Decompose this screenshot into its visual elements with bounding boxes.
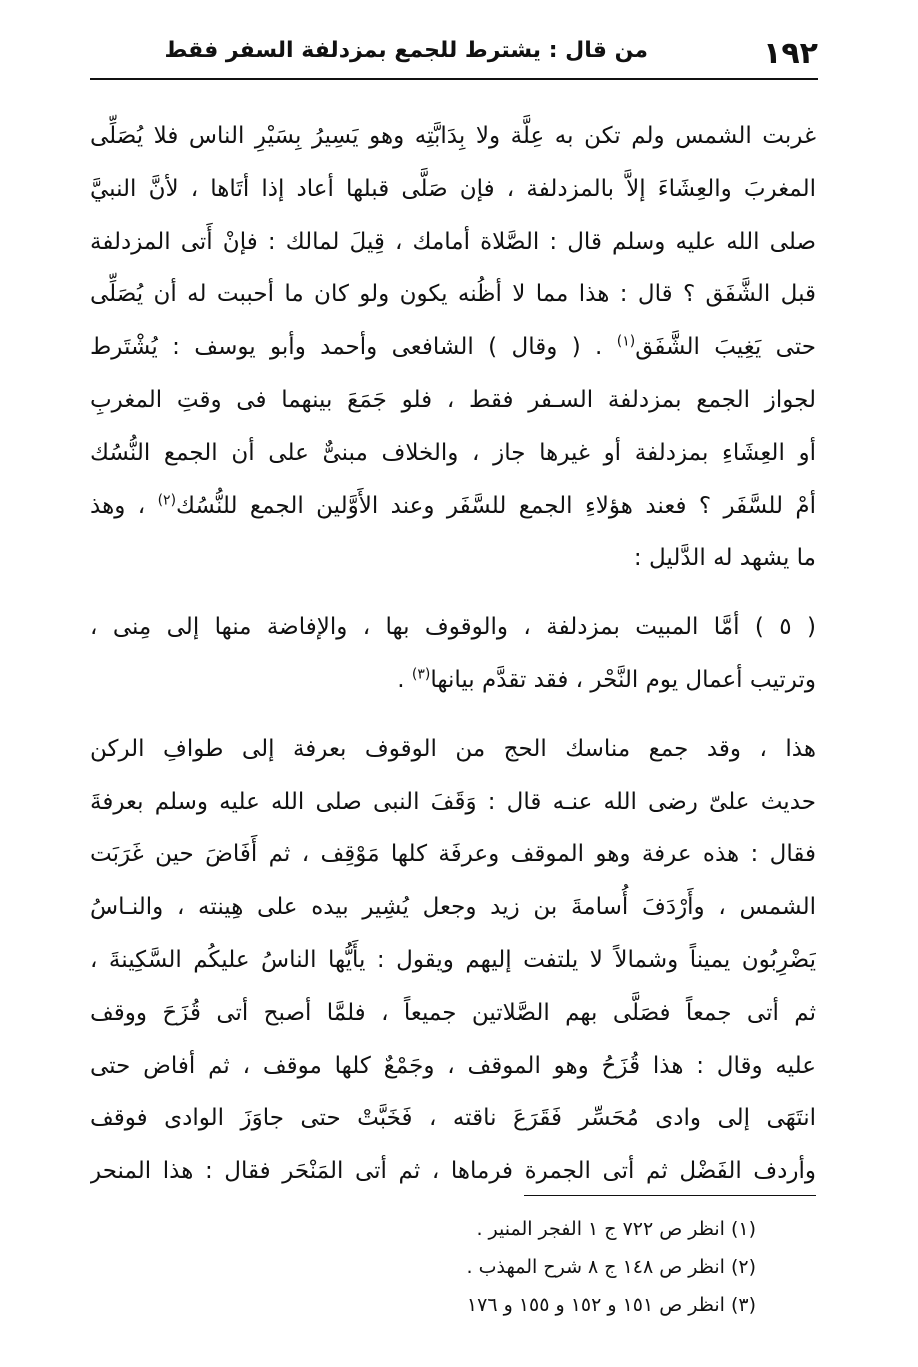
page-header [90, 30, 818, 74]
text-line: لجواز الجمع بمزدلفة السـفر فقط ، فلو جَمَعَ بينهما فى وقتِ المغربِ [90, 386, 816, 413]
text-line: هذا ، وقد جمع مناسك الحج من الوقوف بعرفة إلى طوافِ الركن [90, 735, 816, 762]
text-line: المغربَ والعِشَاءَ إلاَّ بالمزدلفة ، فإن صَلَّى قبلها أعاد إذا أتَاها ، لأنَّ النبيَّ [90, 175, 816, 202]
footnote-ref-1: (١) [616, 333, 636, 350]
text-line: أو العِشَاءِ بمزدلفة أو غيرها جاز ، والخلاف مبنىٌّ على أن الجمع النُّسُك [90, 439, 816, 466]
footnote-ref-2: (٢) [157, 491, 177, 508]
paragraph-3 [90, 723, 816, 1198]
text-line [90, 480, 816, 533]
footnotes [90, 1210, 756, 1324]
paragraph-gap [90, 707, 816, 723]
text-line [90, 321, 816, 374]
footnote-3: (٣) انظر ص ١٥١ و ١٥٢ و ١٥٥ و ١٧٦ [466, 1294, 756, 1316]
running-title: من قال : يشترط للجمع بمزدلفة السفر فقط [164, 38, 648, 63]
text-segment: وترتيب أعمال يوم النَّحْر ، فقد تقدَّم بيانها [430, 666, 816, 693]
text-line: ما يشهد له الدَّليل : [633, 545, 816, 572]
text-line: ( ٥ ) أمَّا المبيت بمزدلفة ، والوقوف بها ، والإفاضة منها إلى مِنى ، [90, 614, 816, 641]
header-divider [90, 78, 818, 80]
text-line: عليه وقال : هذا قُزَحُ وهو الموقف ، وجَمْعٌ كلها موقف ، ثم أفاض حتى [90, 1052, 816, 1079]
text-line: الشمس ، وأَرْدَفَ أُسامةَ بن زيد وجعل يُشِير بيده على هِينته ، والنـاسُ [90, 894, 816, 921]
footnote-ref-3: (٣) [411, 666, 431, 683]
text-segment: ، وهذ [90, 492, 158, 519]
text-line: غربت الشمس ولم تكن به عِلَّة ولا بِدَابَّتِه وهو يَسِيرُ بِسَيْرِ الناس فلا يُصَلِّى [90, 123, 816, 149]
footnote-divider [524, 1195, 816, 1196]
text-line: قبل الشَّفَق ؟ قال : هذا مما لا أظُنه يكون ولو كان ما أحببت له أن يُصَلِّى [90, 281, 816, 308]
main-text [90, 110, 816, 1198]
paragraph-1 [90, 110, 816, 585]
text-line: حديث علىّ رضى الله عنـه قال : وَقَفَ النبى صلى الله عليه وسلم بعرفةَ [90, 788, 816, 815]
text-line [90, 654, 816, 707]
text-segment: أمْ للسَّفَر ؟ فعند هؤلاءِ الجمع للسَّفَر وعند الأَوَّلين الجمع للنُّسُك [176, 492, 816, 519]
text-line: وأردف الفَضْل ثم أتى الجمرة فرماها ، ثم أتى المَنْحَر فقال : هذا المنحر [90, 1158, 816, 1185]
text-line: ثم أتى جمعاً فصَلَّى بهم الصَّلاتين جميعاً ، فلمَّا أصبح أتى قُزَحَ ووقف [90, 999, 816, 1026]
footnote-2: (٢) انظر ص ١٤٨ ج ٨ شرح المهذب . [466, 1256, 756, 1278]
text-line: صلى الله عليه وسلم قال : الصَّلاة أمامك ، قِيلَ لمالك : فإنْ أَتى المزدلفة [90, 228, 816, 255]
footnote-1: (١) انظر ص ٧٢٢ ج ١ الفجر المنير . [476, 1218, 756, 1240]
text-segment: حتى يَغِيبَ الشَّفَق [635, 334, 816, 361]
text-line: فقال : هذه عرفة وهو الموقف وعرفَة كلها مَوْقِف ، ثم أَفَاضَ حين غَرَبَت [90, 841, 816, 868]
text-segment: . ( وقال ) الشافعى وأحمد وأبو يوسف : يُشْتَرط [90, 334, 617, 361]
paragraph-2 [90, 601, 816, 707]
text-line: انتَهَى إلى وادى مُحَسِّر فَقَرَعَ ناقته ، فَخَبَّتْ حتى جاوَزَ الوادى فوقف [90, 1105, 816, 1132]
text-line: يَضْرِبُون يميناً وشمالاً لا يلتفت إليهم ويقول : يأَيُّها الناسُ عليكُم السَّكِينةَ ، [90, 946, 816, 973]
paragraph-gap [90, 585, 816, 601]
text-segment: . [397, 666, 412, 693]
page-number: ١٩٢ [763, 36, 818, 71]
